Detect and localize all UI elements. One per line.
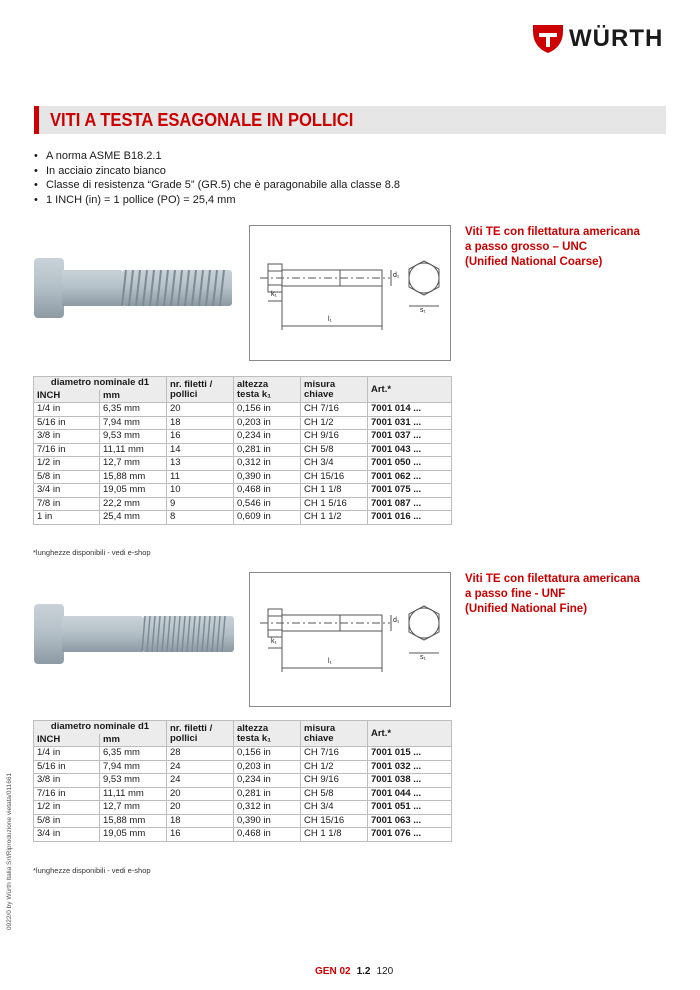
label-l1: l₁ <box>328 316 332 323</box>
col-header-wrench: misura chiave <box>301 377 368 403</box>
footer-chapter: 1.2 <box>356 966 371 977</box>
col-header-inch: INCH <box>34 734 100 747</box>
col-header-diam: diametro nominale d1 <box>34 721 167 734</box>
table-row: 5/8 in 15,88 mm 11 0,390 in CH 15/16 7001 062 ... <box>34 470 452 484</box>
label-l1: l₁ <box>328 658 332 665</box>
footer-section: GEN 02 <box>315 966 351 977</box>
col-header-inch: INCH <box>34 390 100 403</box>
page-title: VITI A TESTA ESAGONALE IN POLLICI <box>50 110 354 130</box>
table-row: 3/4 in 19,05 mm 10 0,468 in CH 1 1/8 7001 075 ... <box>34 484 452 498</box>
unf-heading: Viti TE con filettatura americana a passo fine - UNF (Unified National Fine) <box>465 573 640 615</box>
table-row: 3/4 in 19,05 mm 16 0,468 in CH 1 1/8 7001 076 ... <box>34 828 452 842</box>
copyright-side-text: 0922/0 by Würth Italia Srl/Riproduzione vietata/011661 <box>6 772 13 930</box>
label-s1: s₁ <box>420 654 426 661</box>
title-accent <box>34 106 39 134</box>
table-row: 5/8 in 15,88 mm 18 0,390 in CH 15/16 7001 063 ... <box>34 814 452 828</box>
table-row: 3/8 in 9,53 mm 16 0,234 in CH 9/16 7001 037 ... <box>34 430 452 444</box>
label-d1: d₁ <box>393 272 400 279</box>
table-row: 7/8 in 22,2 mm 9 0,546 in CH 1 5/16 7001 087 ... <box>34 497 452 511</box>
col-header-art: Art.* <box>368 377 452 403</box>
list-item: • 1 INCH (in) = 1 pollice (PO) = 25,4 mm <box>34 193 400 208</box>
unc-spec-table <box>33 376 452 525</box>
table-row: 5/16 in 7,94 mm 24 0,203 in CH 1/2 7001 032 ... <box>34 760 452 774</box>
availability-note: *lunghezze disponibili - vedi e-shop <box>33 866 151 875</box>
list-item: • Classe di resistenza “Grade 5” (GR.5) che è paragonabile alla classe 8.8 <box>34 178 400 193</box>
col-header-height: altezza testa k₁ <box>234 377 301 403</box>
table-row: 3/8 in 9,53 mm 24 0,234 in CH 9/16 7001 038 ... <box>34 774 452 788</box>
technical-drawing-unc <box>249 225 451 361</box>
technical-drawing-unf <box>249 572 451 707</box>
table-row: 1/2 in 12,7 mm 20 0,312 in CH 3/4 7001 051 ... <box>34 801 452 815</box>
table-row: 1 in 25,4 mm 8 0,609 in CH 1 1/2 7001 016 ... <box>34 511 452 525</box>
table-row: 7/16 in 11,11 mm 14 0,281 in CH 5/8 7001 043 ... <box>34 443 452 457</box>
label-s1: s₁ <box>420 307 426 314</box>
col-header-diam: diametro nominale d1 <box>34 377 167 390</box>
list-item: • A norma ASME B18.2.1 <box>34 149 400 164</box>
label-k1: k₁ <box>271 291 277 298</box>
table-row: 5/16 in 7,94 mm 18 0,203 in CH 1/2 7001 031 ... <box>34 416 452 430</box>
col-header-threads: nr. filetti / pollici <box>167 377 234 403</box>
page-footer <box>315 966 393 977</box>
label-d1: d₁ <box>393 617 400 624</box>
col-header-mm: mm <box>100 390 167 403</box>
table-row: 1/4 in 6,35 mm 20 0,156 in CH 7/16 7001 014 ... <box>34 403 452 417</box>
bolt-photo-unc <box>28 252 240 324</box>
feature-list <box>34 149 400 207</box>
availability-note: *lunghezze disponibili - vedi e-shop <box>33 548 151 557</box>
unf-spec-table <box>33 720 452 842</box>
col-header-mm: mm <box>100 734 167 747</box>
label-k1: k₁ <box>271 638 277 645</box>
page-number: 120 <box>376 966 394 977</box>
logo-text: WÜRTH <box>569 25 664 52</box>
list-item: • In acciaio zincato bianco <box>34 164 400 179</box>
bolt-photo-unf <box>28 598 240 670</box>
col-header-art: Art.* <box>368 721 452 747</box>
col-header-height: altezza testa k₁ <box>234 721 301 747</box>
col-header-threads: nr. filetti / pollici <box>167 721 234 747</box>
unc-heading: Viti TE con filettatura americana a passo grosso – UNC (Unified National Coarse) <box>465 226 640 268</box>
col-header-wrench: misura chiave <box>301 721 368 747</box>
wurth-logo <box>533 25 663 53</box>
table-row: 1/4 in 6,35 mm 28 0,156 in CH 7/16 7001 015 ... <box>34 747 452 761</box>
table-row: 1/2 in 12,7 mm 13 0,312 in CH 3/4 7001 050 ... <box>34 457 452 471</box>
wurth-logo-icon <box>533 25 563 53</box>
table-row: 7/16 in 11,11 mm 20 0,281 in CH 5/8 7001 044 ... <box>34 787 452 801</box>
